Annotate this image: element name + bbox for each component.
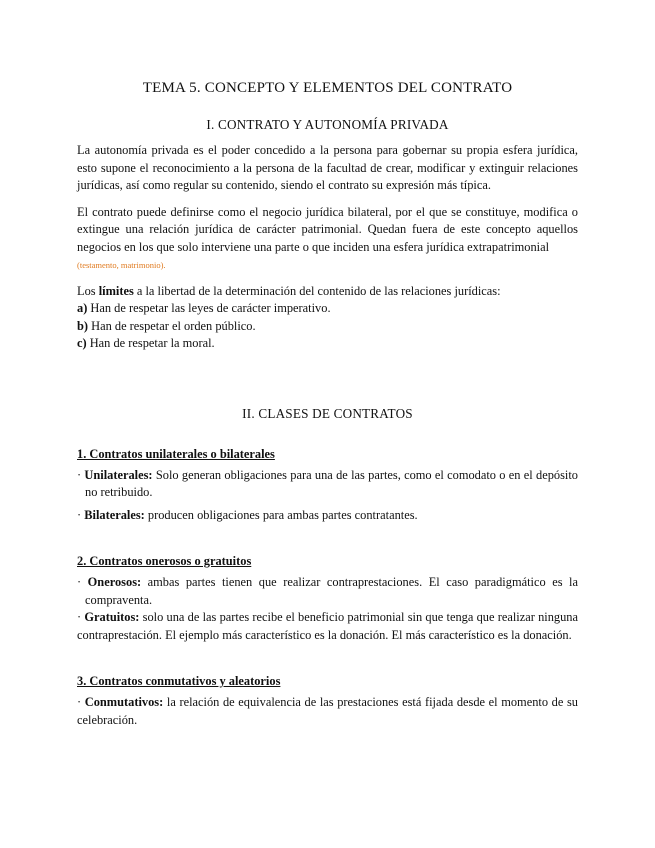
limits-intro <box>77 283 578 301</box>
list-item-term: Gratuitos: <box>84 610 140 624</box>
subsection-2-heading: 2. Contratos onerosos o gratuitos <box>77 554 252 568</box>
list-item-text: la relación de equivalencia de las prestaciones está fijada desde el momento de su celebración. <box>77 695 578 727</box>
list-item-text: Solo generan obligaciones para una de las partes, como el comodato o en el depósito no retribuido. <box>85 467 578 499</box>
limits-intro-post: a la libertad de la determinación del contenido de las relaciones jurídicas: <box>133 283 501 298</box>
bullet-marker: · <box>77 695 85 709</box>
bullet-marker: · <box>77 610 85 624</box>
limit-item <box>77 335 578 353</box>
list-item-text: producen obligaciones para ambas partes contratantes. <box>144 507 418 522</box>
limit-item-letter: c) <box>77 336 87 350</box>
bullet-marker: · <box>77 467 85 482</box>
list-item <box>77 467 578 502</box>
subsection-1-heading: 1. Contratos unilaterales o bilaterales <box>77 446 275 461</box>
paragraph-contract-definition-text: El contrato puede definirse como el negocio jurídica bilateral, por el que se constituye, modifica o extingue una relación jurídica de carácter patrimonial. Quedan fuera de este concepto aquellos negocios en los que solo interviene una parte o que inciden una esfera jurídica extrapatrimonial <box>77 204 578 254</box>
limit-item-text: Han de respetar el orden público. <box>88 318 256 333</box>
document-title: TEMA 5. CONCEPTO Y ELEMENTOS DEL CONTRATO <box>142 80 513 96</box>
section-2-heading: II. CLASES DE CONTRATOS <box>242 405 413 421</box>
list-item-term: Unilaterales: <box>84 467 153 482</box>
bullet-marker: · <box>77 507 85 522</box>
limit-item <box>77 300 578 318</box>
list-item-term: Conmutativos: <box>84 695 164 709</box>
limits-intro-bold: límites <box>98 283 134 298</box>
list-item <box>77 609 578 644</box>
section-1-heading: I. CONTRATO Y AUTONOMÍA PRIVADA <box>206 117 449 132</box>
limits-intro-pre: Los <box>77 283 99 298</box>
limit-item-text: Han de respetar las leyes de carácter imperativo. <box>87 301 331 315</box>
list-item-term: Onerosos: <box>87 575 142 589</box>
list-item-text: solo una de las partes recibe el beneficio patrimonial sin que tenga que realizar ninguna contraprestación. El ejemplo más característico es la donación. El más característico es la donación. <box>77 610 578 642</box>
list-item-text: ambas partes tienen que realizar contraprestaciones. El caso paradigmático es la compraventa. <box>85 575 578 607</box>
list-item <box>77 507 578 525</box>
list-item <box>77 574 578 609</box>
paragraph-contract-definition <box>77 204 578 274</box>
note-examples: (testamento, matrimonio). <box>77 260 166 270</box>
list-item <box>77 694 578 729</box>
paragraph-autonomy: La autonomía privada es el poder concedido a la persona para gobernar su propia esfera jurídica, esto supone el reconocimiento a la persona de la facultad de crear, modificar y extinguir relaciones jurídicas, así como regular su contenido, siendo el contrato su expresión más típica. <box>77 143 578 192</box>
limit-item-letter: a) <box>77 301 88 315</box>
bullet-marker: · <box>77 575 88 589</box>
list-item-term: Bilaterales: <box>84 507 145 522</box>
limit-item <box>77 318 578 336</box>
limit-item-letter: b) <box>77 318 89 333</box>
limit-item-text: Han de respetar la moral. <box>86 336 215 350</box>
subsection-3-heading: 3. Contratos conmutativos y aleatorios <box>77 674 281 688</box>
